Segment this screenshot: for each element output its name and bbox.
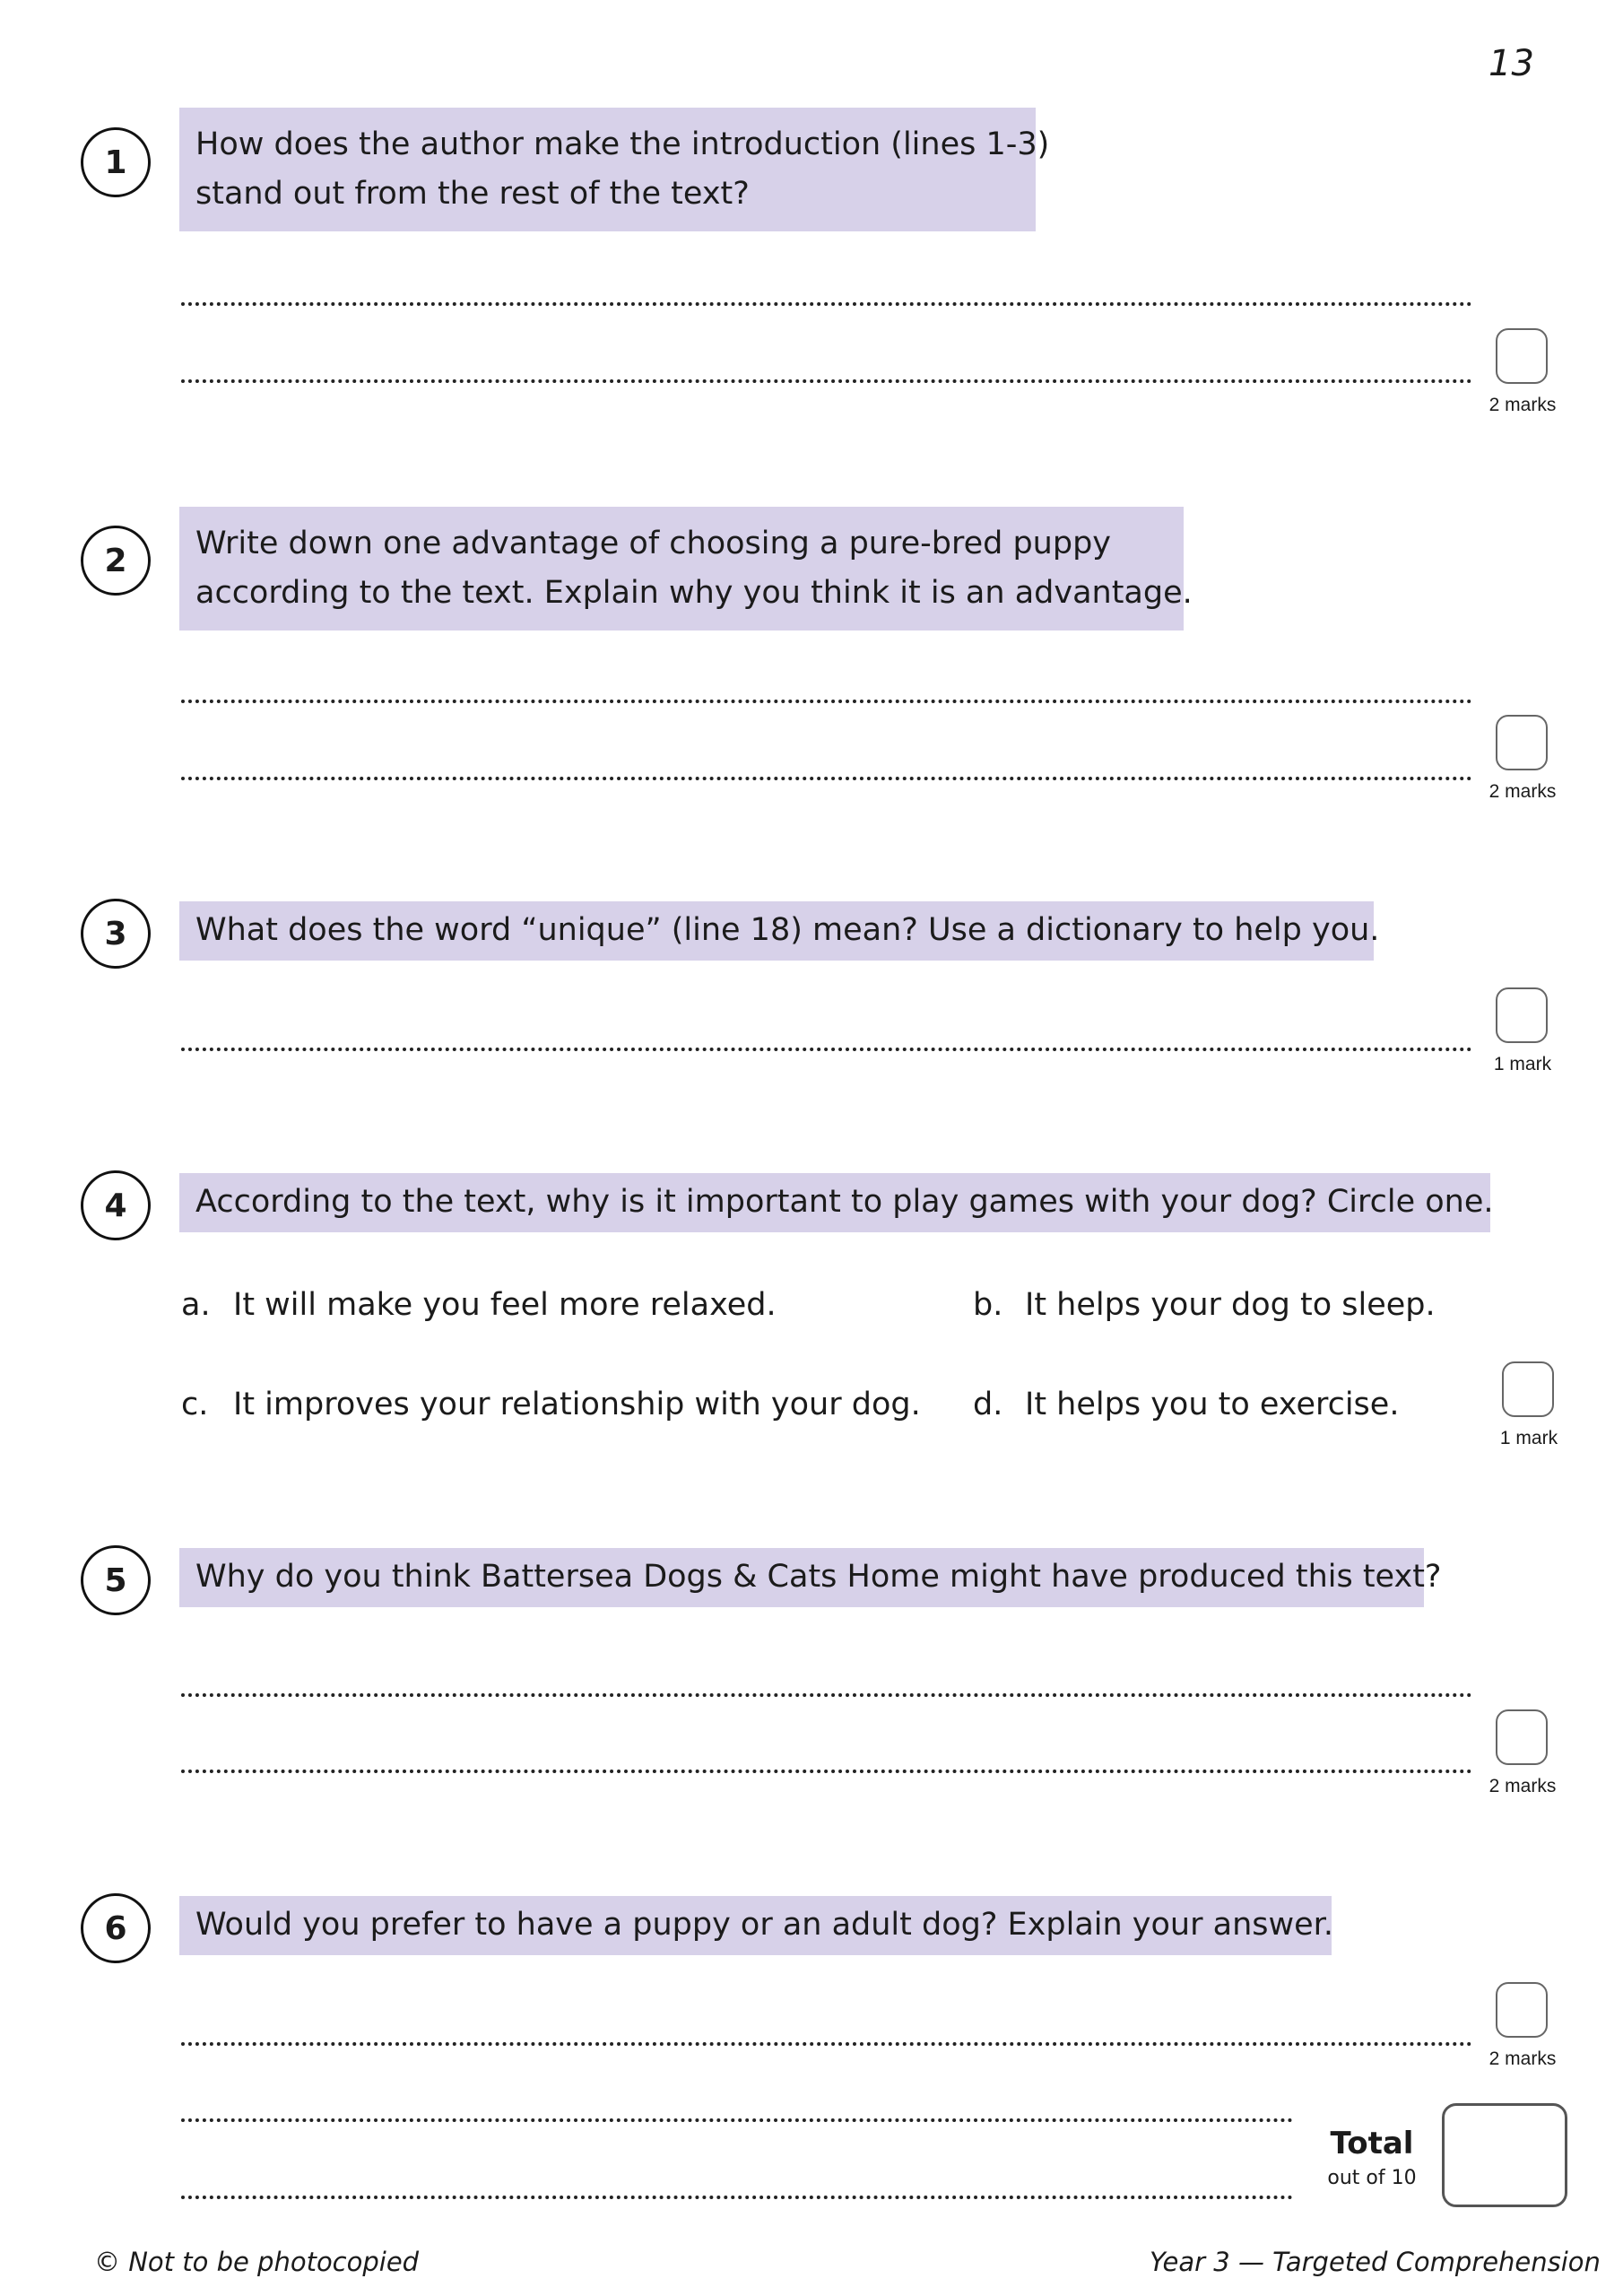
question-2-line-2: according to the text. Explain why you think it is an advantage. [195,575,1193,611]
page-number: 13 [1488,43,1534,84]
answer-line-5a[interactable] [181,1693,1472,1697]
marks-box-2[interactable] [1496,715,1548,770]
answer-line-2a[interactable] [181,700,1472,703]
marks-box-5[interactable] [1496,1709,1548,1765]
question-4-line-1: According to the text, why is it important to play games with your dog? Circle one. [195,1184,1494,1220]
marks-label-2: 2 marks [1488,781,1557,802]
total-out-of: out of 10 [1327,2167,1417,2189]
option-b-text: It helps your dog to sleep. [1025,1287,1436,1323]
option-a-text: It will make you feel more relaxed. [233,1287,777,1323]
total-score-box[interactable] [1442,2103,1567,2207]
answer-line-1b[interactable] [181,379,1472,383]
question-number-3: 3 [81,899,151,969]
question-3-line-1: What does the word “unique” (line 18) mean? Use a dictionary to help you. [195,912,1380,948]
question-5-line-1: Why do you think Battersea Dogs & Cats Home might have produced this text? [195,1559,1442,1595]
option-d-letter: d. [973,1387,1003,1422]
answer-line-6c[interactable] [181,2196,1293,2199]
answer-line-1a[interactable] [181,302,1472,306]
marks-label-3: 1 mark [1493,1054,1552,1074]
option-c-text: It improves your relationship with your dog. [233,1387,921,1422]
question-5-prompt [179,1548,1442,1607]
question-4-prompt [179,1173,1494,1232]
option-d-text: It helps you to exercise. [1025,1387,1400,1422]
answer-line-6a[interactable] [181,2042,1472,2046]
option-d[interactable] [973,1387,1399,1422]
question-number-2: 2 [81,526,151,596]
option-c-letter: c. [181,1387,209,1422]
marks-box-4[interactable] [1502,1361,1554,1417]
marks-box-1[interactable] [1496,328,1548,384]
question-1-line-2: stand out from the rest of the text? [195,176,750,212]
question-3-prompt [179,901,1380,961]
question-6-prompt [179,1896,1332,1955]
question-6-line-1: Would you prefer to have a puppy or an adult dog? Explain your answer. [195,1907,1333,1943]
answer-line-3a[interactable] [181,1048,1472,1051]
answer-line-2b[interactable] [181,777,1472,780]
marks-label-5: 2 marks [1488,1776,1557,1796]
total-label: Total [1330,2126,1414,2161]
question-1-line-1: How does the author make the introduction (lines 1-3) [195,126,1050,162]
option-a[interactable] [181,1287,777,1323]
question-number-6: 6 [81,1893,151,1963]
marks-box-6[interactable] [1496,1982,1548,2038]
answer-line-6b[interactable] [181,2118,1293,2122]
question-2-line-1: Write down one advantage of choosing a pure-bred puppy [195,526,1112,561]
marks-label-1: 2 marks [1488,395,1557,415]
footer-title: Year 3 — Targeted Comprehension [1150,2247,1601,2277]
question-number-5: 5 [81,1545,151,1615]
marks-label-6: 2 marks [1488,2048,1557,2069]
question-number-1: 1 [81,127,151,197]
option-a-letter: a. [181,1287,211,1323]
question-2-prompt [179,507,1193,631]
marks-label-4: 1 mark [1499,1428,1558,1448]
option-c[interactable] [181,1387,921,1422]
marks-box-3[interactable] [1496,987,1548,1043]
option-b[interactable] [973,1287,1436,1323]
question-1-prompt [179,108,1050,231]
option-b-letter: b. [973,1287,1003,1323]
footer-copyright: © Not to be photocopied [94,2247,420,2277]
question-number-4: 4 [81,1170,151,1240]
answer-line-5b[interactable] [181,1770,1472,1773]
